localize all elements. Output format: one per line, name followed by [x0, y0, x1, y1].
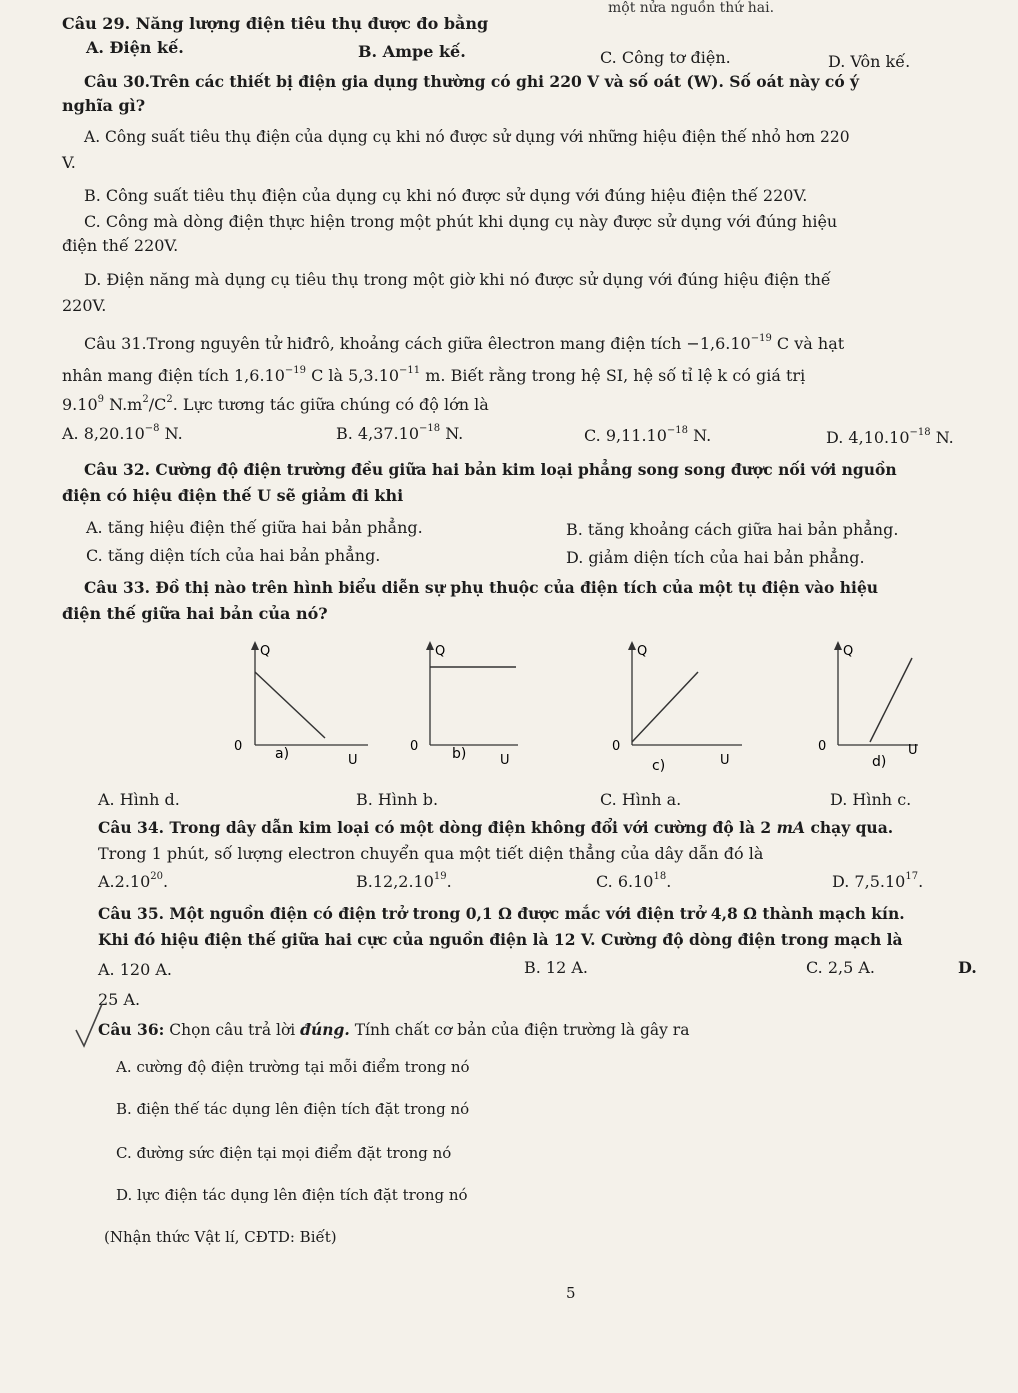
q36-note: (Nhận thức Vật lí, CĐTD: Biết) [104, 1228, 337, 1246]
graph-c-y-label: Q [637, 644, 648, 659]
q32-option-c: C. tăng diện tích của hai bản phẳng. [86, 546, 381, 565]
q35-option-b: B. 12 A. [524, 958, 589, 977]
graph-c-curve [632, 672, 698, 742]
q31-stem-line1: Câu 31.Trong nguyên tử hiđrô, khoảng cách giữa êlectron mang điện tích $-1,6.10^{-19}$ C và hạt [84, 332, 845, 353]
q34-option-a: A.2.10$^{20}$. [98, 870, 169, 891]
q30-option-b: B. Công suất tiêu thụ điện của dụng cụ khi nó được sử dụng với đúng hiệu điện thế 220V. [84, 186, 808, 205]
q34-option-b: B.12,2.10$^{19}$. [356, 870, 452, 891]
q35-stem-line2: Khi đó hiệu điện thế giữa hai cực của nguồn điện là 12 V. Cường độ dòng điện trong mạch là [98, 930, 903, 949]
graph-c [612, 641, 742, 774]
q33-option-d: D. Hình c. [830, 790, 912, 809]
q33-option-c: C. Hình a. [600, 790, 682, 809]
q29-option-c: C. Công tơ điện. [600, 48, 731, 67]
graph-b-caption: b) [452, 746, 467, 762]
graph-d-y-arrow [834, 641, 842, 650]
q30-option-d-line2: 220V. [62, 296, 107, 315]
q29-stem: Câu 29. Năng lượng điện tiêu thụ được đo bằng [62, 14, 489, 33]
q32-option-d: D. giảm diện tích của hai bản phẳng. [566, 548, 865, 567]
q33-graphs [0, 630, 1018, 780]
q32-stem-line2: điện có hiệu điện thế U sẽ giảm đi khi [62, 486, 404, 505]
q31-option-d: D. $4,10.10^{-18}$ N. [826, 426, 954, 447]
graph-d-caption: d) [872, 754, 887, 770]
q33-option-b: B. Hình b. [356, 790, 439, 809]
q31-option-b: B. $4,37.10^{-18}$ N. [336, 422, 464, 443]
q34-option-d: D. 7,5.10$^{17}$. [832, 870, 924, 891]
graph-b-origin: 0 [410, 739, 419, 754]
q30-option-d-line1: D. Điện năng mà dụng cụ tiêu thụ trong một giờ khi nó được sử dụng với đúng hiệu điện thế [84, 270, 831, 289]
graph-d-y-label: Q [843, 644, 854, 659]
graph-a-curve [255, 672, 325, 738]
q29-option-a: A. Điện kế. [86, 38, 184, 57]
q34-stem-line1: Câu 34. Trong dây dẫn kim loại có một dòng điện không đổi với cường độ là 2 mA chạy qua. [98, 818, 894, 837]
page-number: 5 [566, 1284, 576, 1302]
q30-option-c-line1: C. Công mà dòng điện thực hiện trong một phút khi dụng cụ này được sử dụng với đúng hiệu [84, 212, 838, 231]
graph-c-y-arrow [628, 641, 636, 650]
q30-stem-line1: Câu 30.Trên các thiết bị điện gia dụng thường có ghi 220 V và số oát (W). Số oát này có ý [84, 72, 860, 91]
graph-b-x-label: U [500, 753, 510, 768]
q36-option-c: C. đường sức điện tại mọi điểm đặt trong nó [116, 1144, 452, 1162]
graph-d [818, 641, 918, 770]
q30-option-c-line2: điện thế 220V. [62, 236, 179, 255]
graph-a [234, 641, 368, 768]
q34-option-c: C. 6.10$^{18}$. [596, 870, 672, 891]
q29-option-b: B. Ampe kế. [358, 42, 466, 61]
q34-stem-line2: Trong 1 phút, số lượng electron chuyển qua một tiết diện thẳng của dây dẫn đó là [98, 844, 764, 863]
q36-option-b: B. điện thế tác dụng lên điện tích đặt trong nó [116, 1100, 470, 1118]
q32-stem-line1: Câu 32. Cường độ điện trường đều giữa hai bản kim loại phẳng song song được nối với nguồn [84, 460, 897, 479]
q33-option-a: A. Hình d. [98, 790, 180, 809]
q31-option-a: A. $8,20.10^{-8}$ N. [62, 422, 183, 443]
q36-option-d: D. lực điện tác dụng lên điện tích đặt trong nó [116, 1186, 468, 1204]
graph-a-y-arrow [251, 641, 259, 650]
header-fragment: một nửa nguồn thứ hai. [608, 0, 775, 16]
q35-stem-line1: Câu 35. Một nguồn điện có điện trở trong 0,1 Ω được mắc với điện trở 4,8 Ω thành mạch kín. [98, 904, 905, 923]
graph-b [410, 641, 518, 768]
q35-option-d-value: 25 A. [98, 990, 141, 1009]
graph-a-origin: 0 [234, 739, 243, 754]
q32-option-b: B. tăng khoảng cách giữa hai bản phẳng. [566, 520, 899, 539]
q31-stem-line3: 9.10$^9$ $N.m^2/C^2$. Lực tương tác giữa chúng có độ lớn là [62, 393, 489, 414]
q36-stem: Câu 36: Chọn câu trả lời đúng. Tính chất cơ bản của điện trường là gây ra [98, 1020, 690, 1039]
q33-stem-line2: điện thế giữa hai bản của nó? [62, 604, 328, 623]
q31-stem-line2: nhân mang điện tích $1,6.10^{-19}$ C là $5,3.10^{-11}$ m. Biết rằng trong hệ SI, hệ số tỉ lệ k có giá trị [62, 364, 806, 385]
q35-option-c: C. 2,5 A. [806, 958, 876, 977]
q32-option-a: A. tăng hiệu điện thế giữa hai bản phẳng. [86, 518, 423, 537]
graph-a-caption: a) [275, 746, 290, 762]
q30-stem-line2: nghĩa gì? [62, 96, 146, 115]
graph-d-curve [870, 658, 912, 742]
graph-c-x-label: U [720, 753, 730, 768]
q30-option-a-line1: A. Công suất tiêu thụ điện của dụng cụ khi nó được sử dụng với những hiệu điện thế nhỏ hơn 220 [84, 128, 850, 146]
q35-option-a: A. 120 A. [98, 960, 172, 979]
q35-option-d: D. [958, 958, 977, 977]
graph-c-caption: c) [652, 758, 666, 774]
graph-c-origin: 0 [612, 739, 621, 754]
graph-a-y-label: Q [260, 644, 271, 659]
graph-d-x-label: U [908, 743, 918, 758]
graph-b-y-arrow [426, 641, 434, 650]
graph-a-x-label: U [348, 753, 358, 768]
graph-b-y-label: Q [435, 644, 446, 659]
q30-option-a-line2: V. [62, 153, 76, 172]
q29-option-d: D. Vôn kế. [828, 52, 911, 71]
graph-d-origin: 0 [818, 739, 827, 754]
q36-option-a: A. cường độ điện trường tại mỗi điểm trong nó [116, 1058, 470, 1076]
q31-option-c: C. $9,11.10^{-18}$ N. [584, 424, 712, 445]
q33-stem-line1: Câu 33. Đồ thị nào trên hình biểu diễn sự phụ thuộc của điện tích của một tụ điện vào hiệu [84, 578, 879, 597]
